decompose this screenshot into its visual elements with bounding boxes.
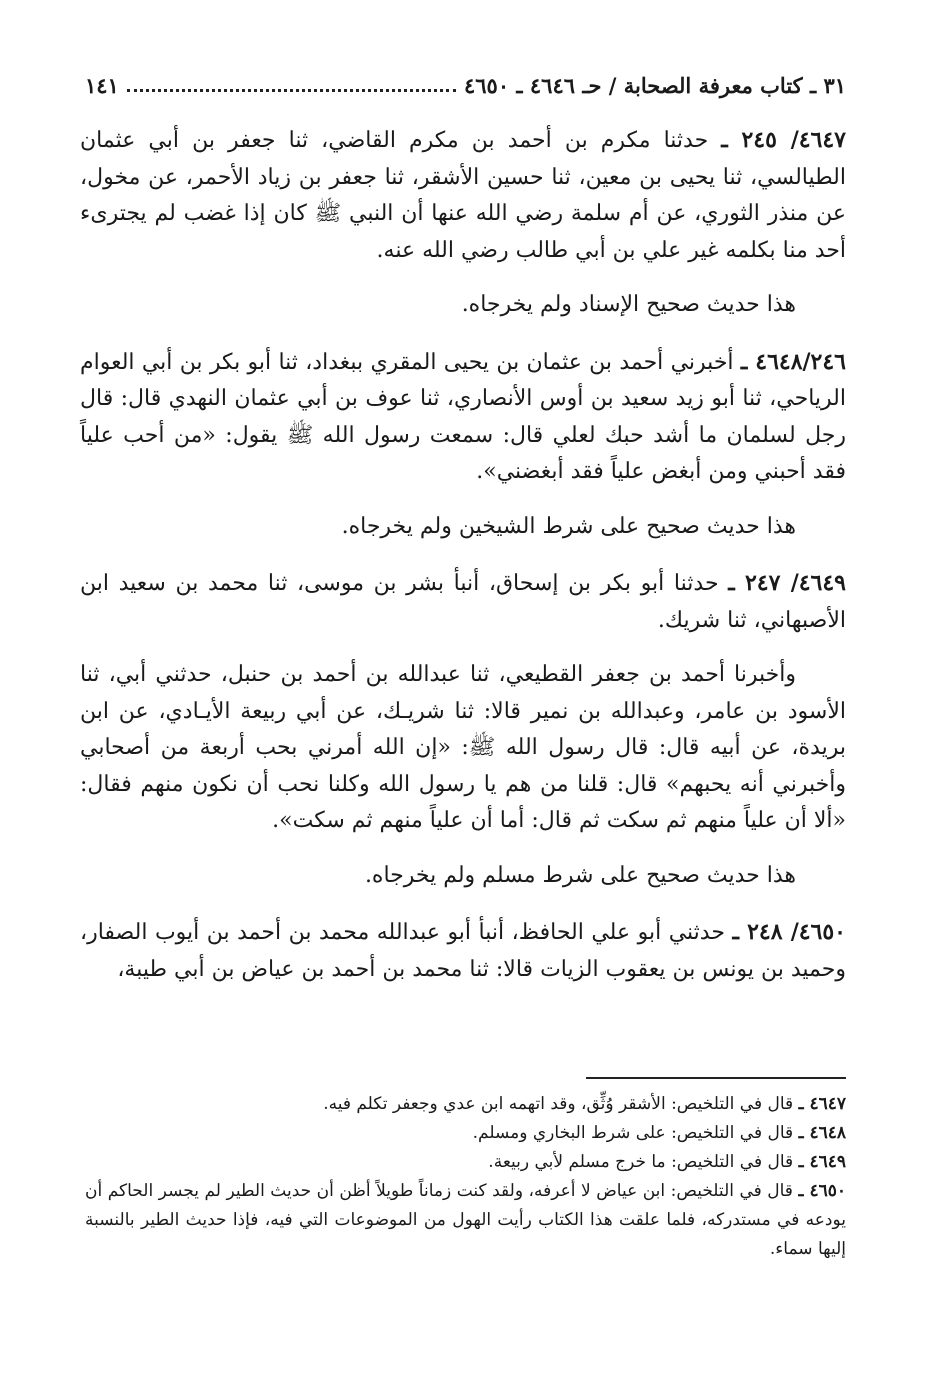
footnote-number: ٤٦٤٨ ـ [798,1123,846,1143]
footnote-text: قال في التلخيص: ابن عياض لا أعرفه، ولقد كنت زماناً طويلاً أظن أن حديث الطير لم يجسر الحاكم أن يودعه في مستدركه، فلما علقت هذا الكتاب رأيت الهول من الموضوعات التي فيه، فإذا حديث الطير بالنسبة إليها سماء. [85,1181,846,1259]
footnote-separator [586,1077,846,1079]
footnote [85,1177,846,1264]
page-header [85,66,846,104]
dot-leader [127,89,456,92]
hadith-verdict: هذا حديث صحيح على شرط مسلم ولم يخرجاه. [364,862,796,888]
hadith-verdict: هذا حديث صحيح على شرط الشيخين ولم يخرجاه. [341,513,796,539]
page-number: ١٤١ [85,72,119,98]
footnote-number: ٤٦٤٧ ـ [798,1094,846,1114]
hadith-text: أخبرني أحمد بن عثمان بن يحيى المقري ببغداد، ثنا أبو بكر بن أبي العوام الرياحي، ثنا أبو زيد سعيد بن أوس الأنصاري، ثنا عوف بن أبي عثمان النهدي قال: قال رجل لسلمان ما أشد حبك لعلي قال: سمعت رسول الله ﷺ يقول: «من أحب علياً فقد أحبني ومن أبغض علياً فقد أبغضني». [80,349,846,484]
hadith-entry [80,344,846,491]
footnotes [85,1090,846,1264]
hadith-verdict: هذا حديث صحيح الإسناد ولم يخرجاه. [461,292,796,317]
hadith-text: حدثنا مكرم بن أحمد بن مكرم القاضي، ثنا جعفر بن أبي عثمان الطيالسي، ثنا يحيى بن معين، ثنا حسين الأشقر، ثنا جعفر بن زياد الأحمر، عن مخول، عن منذر الثوري، عن أم سلمة رضي الله عنها أن النبي ﷺ كان إذا غضب لم يجترىء أحد منا بكلمه غير علي بن أبي طالب رضي الله عنه. [80,128,846,263]
running-title: ٣١ ـ كتاب معرفة الصحابة / حـ ٤٦٤٦ ـ ٤٦٥٠ [464,72,846,98]
footnote [85,1090,846,1119]
footnote [85,1119,846,1148]
hadith-additional-chain: وأخبرنا أحمد بن جعفر القطيعي، ثنا عبدالله بن أحمد بن حنبل، حدثني أبي، ثنا الأسود بن عامر، وعبدالله بن نمير قالا: ثنا شريـك، عن أبي ربيعة الأيـادي، عن ابن بريدة، عن أبيه قال: قال رسول الله ﷺ: «إن الله أمرني بحب أربعة من أصحابي وأخبرني أنه يحبهم» قال: قلنا من هم يا رسول الله وكلنا نحب أن نكون منهم فقال: «ألا أن علياً منهم ثم سكت ثم قال: أما أن علياً منهم ثم سكت». [80,662,846,833]
footnote [85,1148,846,1177]
hadith-entry [80,914,846,988]
hadith-number: ٤٦٤٩/ ٢٤٧ ـ [728,570,846,596]
hadith-number: ٤٦٥٠/ ٢٤٨ ـ [732,919,846,945]
hadith-text: حدثنا أبو بكر بن إسحاق، أنبأ بشر بن موسى، ثنا محمد بن سعيد ابن الأصبهاني، ثنا شريك. [80,571,846,633]
hadith-number: ٤٦٤٨/٢٤٦ ـ [740,348,846,375]
footnote-text: قال في التلخيص: على شرط البخاري ومسلم. [472,1123,794,1143]
main-text [80,122,846,1006]
footnote-text: قال في التلخيص: الأشقر وُثِّق، وقد اتهمه ابن عدي وجعفر تكلم فيه. [323,1094,794,1114]
footnote-number: ٤٦٤٩ ـ [798,1152,846,1172]
footnote-number: ٤٦٥٠ ـ [798,1181,846,1201]
hadith-text: حدثني أبو علي الحافظ، أنبأ أبو عبدالله محمد بن أحمد بن أيوب الصفار، وحميد بن يونس بن يعقوب الزيات قالا: ثنا محمد بن أحمد بن عياض بن أبي طيبة، [80,920,846,982]
hadith-entry [80,565,846,639]
footnote-text: قال في التلخيص: ما خرج مسلم لأبي ربيعة. [488,1152,794,1172]
hadith-entry [80,122,846,269]
hadith-number: ٤٦٤٧/ ٢٤٥ ـ [721,127,846,153]
